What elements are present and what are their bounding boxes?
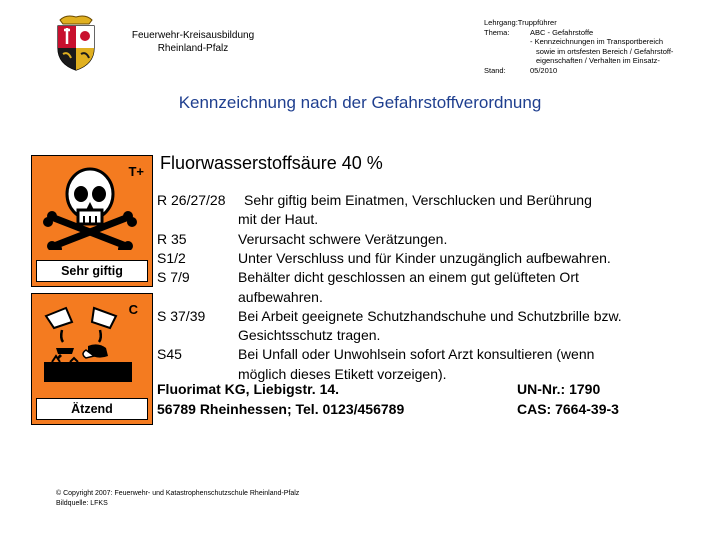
phrase-code: S 7/9	[157, 269, 190, 286]
phrase-text: Unter Verschluss und für Kinder unzugänglich aufbewahren.	[238, 249, 611, 266]
coat-of-arms-logo	[52, 14, 100, 72]
company-line-1: Fluorimat KG, Liebigstr. 14.	[157, 381, 340, 397]
phrase-text: Bei Unfall oder Unwohlsein sofort Arzt konsultieren (wenn	[238, 346, 595, 363]
org-line-2: Rheinland-Pfalz	[157, 43, 229, 54]
phrase-text: Verursacht schwere Verätzungen.	[238, 230, 448, 247]
phrase-text: möglich dieses Etikett vorzeigen).	[238, 365, 447, 382]
un-number: UN-Nr.: 1790	[517, 381, 601, 397]
phrase-code: R 35	[157, 230, 187, 247]
org-line-1: Feuerwehr-Kreisausbildung	[131, 30, 255, 41]
cas-number: CAS: 7664-39-3	[517, 401, 619, 417]
thema-line-4: eigenschaften / Verhalten im Einsatz-	[536, 56, 660, 66]
lehrgang-label: Lehrgang:	[484, 18, 518, 27]
stand-label: Stand:	[484, 65, 506, 75]
thema-line-3: sowie im ortsfesten Bereich / Gefahrstoff-	[536, 46, 674, 56]
symbol-caption-aetzend: Ätzend	[36, 398, 148, 420]
phrase-text: Sehr giftig beim Einatmen, Verschlucken und Berührung	[244, 192, 592, 208]
thema-line-1: ABC - Gefahrstoffe	[530, 27, 594, 37]
thema-line-2: - Kennzeichnungen im Transportbereich	[530, 37, 663, 47]
product-name: Fluorwasserstoffsäure 40 %	[160, 153, 383, 173]
footer	[56, 489, 299, 508]
thema-label: Thema:	[484, 27, 510, 37]
page-title: Kennzeichnung nach der Gefahrstoffverordnung	[178, 93, 542, 112]
phrase-code: S45	[157, 346, 182, 363]
phrase-text: mit der Haut.	[238, 211, 319, 228]
symbol-caption-sehr-giftig: Sehr giftig	[36, 260, 148, 282]
phrase-text: Bei Arbeit geeignete Schutzhandschuhe und Schutzbrille bzw.	[238, 307, 622, 324]
course-metadata	[484, 18, 686, 76]
phrase-code: S 37/39	[157, 307, 206, 324]
phrase-text: Gesichtsschutz tragen.	[238, 327, 381, 344]
copyright-text: © Copyright 2007: Feuerwehr- und Katastrophenschutzschule Rheinland-Pfalz	[56, 490, 300, 497]
phrase-code: R 26/27/28	[157, 192, 226, 208]
symbol-code-t-plus: T+	[128, 164, 144, 179]
phrase-code: S1/2	[157, 249, 186, 266]
phrase-text: Behälter dicht geschlossen an einem gut gelüfteten Ort	[238, 269, 579, 286]
stand-value: 05/2010	[530, 65, 558, 75]
symbol-code-c: C	[128, 302, 138, 317]
lehrgang-value: Truppführer	[517, 18, 557, 27]
image-source-text: Bildquelle: LFKS	[56, 499, 108, 507]
organization-name	[108, 29, 278, 55]
phrase-text: aufbewahren.	[238, 288, 323, 305]
hazard-symbol-corrosive	[31, 293, 153, 425]
company-line-2: 56789 Rheinhessen; Tel. 0123/456789	[157, 401, 405, 417]
hazard-symbol-very-toxic	[31, 155, 153, 287]
